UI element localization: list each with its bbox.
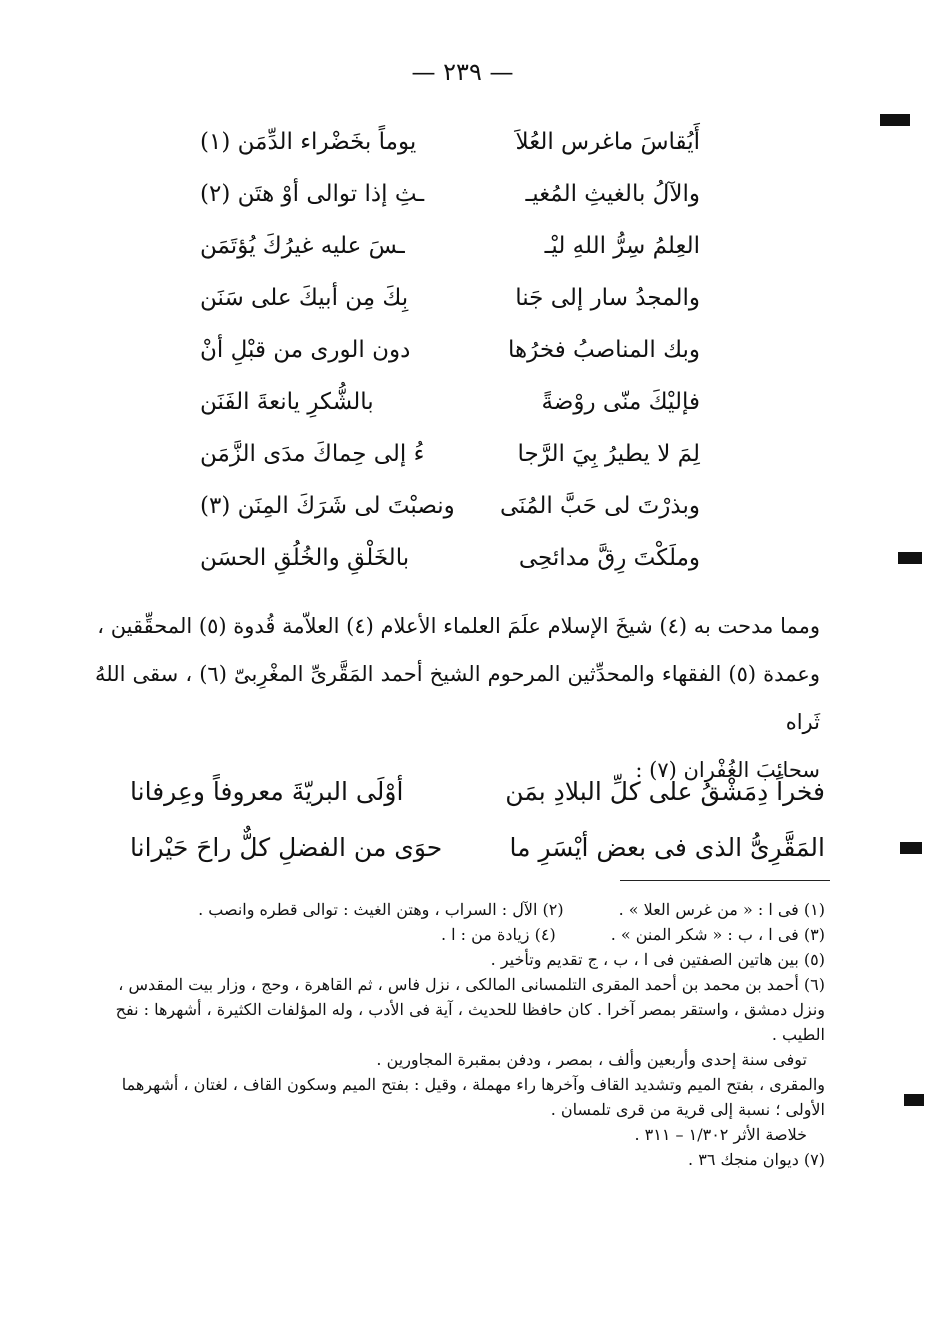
second-poem — [110, 772, 825, 884]
margin-mark-2 — [898, 552, 922, 564]
verse-row-7 — [180, 434, 700, 486]
verse-7-second-hemistich: ءُ إلى حِماكَ مدَى الزَّمَن — [200, 441, 425, 467]
verse-3-first-hemistich: العِلمُ سِرُّ اللهِ ليْـ — [544, 233, 700, 259]
footnote-3: (٣) فى ا ، ب : « شكر المنن » . — [610, 925, 825, 944]
poem-verses — [180, 122, 700, 590]
footnote-row-3-4 — [95, 922, 825, 947]
footnote-7: (٧) ديوان منجك ٣٦ . — [688, 1150, 825, 1169]
footnote-5: (٥) بين هاتين الصفتين فى ا ، ب ، ج تقديم وتأخير . — [490, 950, 825, 969]
footnote-4: (٤) زيادة من : ا . — [440, 925, 556, 944]
verse-1-second-hemistich: يوماً بخَضْراء الدِّمَن (١) — [200, 129, 417, 155]
prose-line-3: سحائبَ الغُفْران (٧) : — [635, 758, 820, 782]
poem2-verse-1-first-hemistich: فخراً دِمَشْقُ على كلِّ البلادِ بمَن — [505, 777, 825, 806]
poem2-verse-2-first-hemistich: المَقَّرِىُّ الذى فى بعض أيْسَرِ ما — [509, 833, 825, 862]
verse-row-3 — [180, 226, 700, 278]
poem2-verse-1-second-hemistich: أوْلَى البريّةَ معروفاً وعِرفانا — [130, 777, 404, 806]
verse-4-first-hemistich: والمجدُ سار إلى جَنا — [515, 285, 700, 311]
footnote-1: (١) فى ا : « من غرس العلا » . — [618, 900, 825, 919]
verse-9-second-hemistich: بالخَلْقِ والخُلُقِ الحسَن — [200, 545, 410, 571]
margin-mark-1 — [880, 114, 910, 126]
footnote-6: (٦) أحمد بن محمد بن أحمد المقرى التلمسانى المالكى ، نزل فاس ، ثم القاهرة ، وحج ، وزار بيت المقدس ، ونزل دمشق ، واستقر بمصر آخرا . كان حافظا للحديث ، آية فى الأدب ، وله المؤلفات الكثيرة ، أشهرها : نفح الطيب . — [115, 975, 825, 1044]
verse-row-2 — [180, 174, 700, 226]
prose-paragraph — [95, 602, 820, 794]
poem2-verse-2-second-hemistich: حوَى من الفضلِ كلٌّ راحَ حَيْرانا — [130, 833, 443, 862]
prose-line-2: وعمدة (٥) الفقهاء والمحدِّثين المرحوم الشيخ أحمد المَقَّرىِّ المغْرِبىّ (٦) ، سقى اللهُ ثَراه — [95, 662, 820, 734]
verse-4-second-hemistich: بِكَ مِن أبيكَ على سَنَن — [200, 285, 409, 311]
verse-6-second-hemistich: بالشُّكرِ يانعةَ الفَنَن — [200, 389, 374, 415]
footnote-separator — [620, 880, 830, 881]
verse-row-6 — [180, 382, 700, 434]
verse-row-9 — [180, 538, 700, 590]
footnote-2: (٢) الآل : السراب ، وهتن الغيث : توالى قطره وانصب . — [198, 900, 564, 919]
poem2-row-2 — [110, 828, 825, 884]
poem2-row-1 — [110, 772, 825, 828]
verse-5-second-hemistich: دون الورى من قبْلِ أنْ — [200, 337, 411, 363]
footnotes — [95, 897, 825, 1172]
verse-1-first-hemistich: أَيُقاسَ ماغرس العُلاَ — [515, 129, 700, 155]
verse-6-first-hemistich: فإليْكَ منّى روْضةً — [541, 389, 700, 415]
page-number: — ٢٣٩ — — [411, 58, 514, 86]
verse-row-8 — [180, 486, 700, 538]
margin-mark-3 — [900, 842, 922, 854]
verse-2-second-hemistich: ـثِ إذا توالى أوْ هتَن (٢) — [200, 181, 425, 207]
footnote-row-1-2 — [95, 897, 825, 922]
verse-row-5 — [180, 330, 700, 382]
verse-8-first-hemistich: وبذرْتَ لى حَبَّ المُنَى — [499, 493, 700, 519]
footnote-6-nisba: والمقرى ، بفتح الميم وتشديد القاف وآخرها راء مهملة ، وقيل : بفتح الميم وسكون القاف ، لغتان ، أشهرهما الأولى ؛ نسبة إلى قرية من قرى تلمسان . — [121, 1075, 825, 1119]
footnote-6-source: خلاصة الأثر ١/٣٠٢ – ٣١١ . — [634, 1125, 807, 1144]
verse-3-second-hemistich: ـسَ عليه غيرُكَ يُؤتَمَن — [200, 233, 405, 259]
verse-2-first-hemistich: والآلُ بالغيثِ المُغيـ — [525, 181, 700, 207]
verse-5-first-hemistich: وبك المناصبُ فخرُها — [508, 337, 700, 363]
verse-row-4 — [180, 278, 700, 330]
margin-mark-4 — [904, 1094, 924, 1106]
verse-9-first-hemistich: وملَكْتَ رِقَّ مدائحِى — [518, 545, 700, 571]
verse-row-1 — [180, 122, 700, 174]
verse-8-second-hemistich: ونصبْتَ لى شَرَكَ المِنَن (٣) — [200, 493, 455, 519]
prose-line-1: ومما مدحت به (٤) شيخَ الإسلام علَمَ العلماء الأعلام (٤) العلاّمة قُدوة (٥) المحقِّقين ، — [97, 614, 820, 638]
footnote-6-death: توفى سنة إحدى وأربعين وألف ، بمصر ، ودفن بمقبرة المجاورين . — [376, 1050, 807, 1069]
verse-7-first-hemistich: لِمَ لا يطيرُ بِيَ الرَّجا — [517, 441, 700, 467]
